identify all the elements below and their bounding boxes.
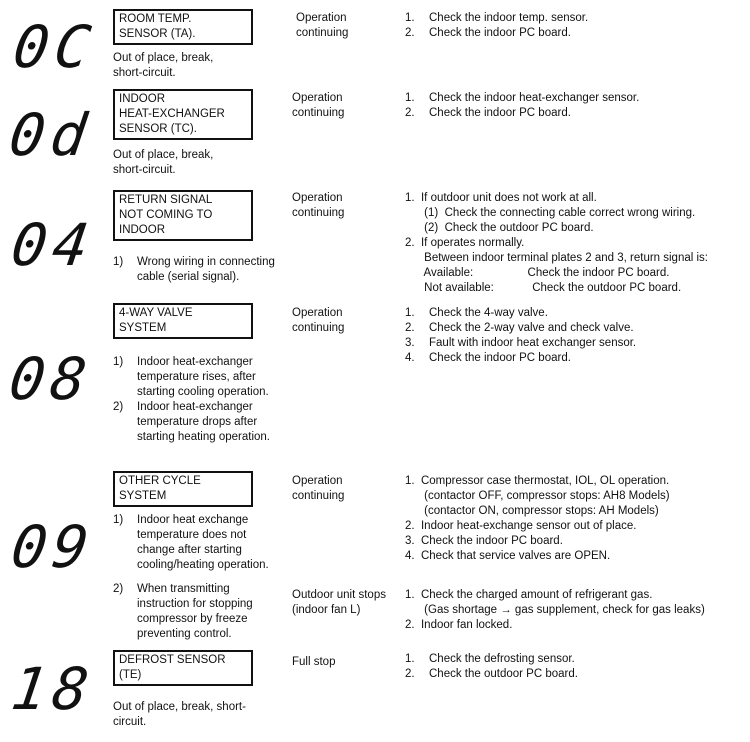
error-code-0d: 0d bbox=[5, 101, 97, 169]
action-text: Check the defrosting sensor. bbox=[429, 653, 575, 665]
action-item bbox=[405, 321, 636, 336]
status-line: Operation bbox=[292, 192, 343, 204]
cause-line: Indoor heat-exchanger bbox=[137, 356, 253, 368]
fault-box-line: RETURN SIGNAL bbox=[119, 194, 213, 206]
error-code-09: 09 bbox=[7, 513, 99, 581]
cause-text bbox=[113, 148, 213, 178]
action-text: Fault with indoor heat exchanger sensor. bbox=[429, 337, 637, 349]
check-actions bbox=[405, 191, 708, 296]
error-code-04: 04 bbox=[7, 211, 99, 279]
fault-box-line: OTHER CYCLE bbox=[119, 475, 201, 487]
cause-number: 1) bbox=[113, 514, 124, 526]
cause-item bbox=[113, 513, 269, 573]
fault-box-line: HEAT-EXCHANGER bbox=[119, 108, 225, 120]
action-line: Available: Check the indoor PC board. bbox=[405, 267, 670, 279]
action-number: 2. bbox=[405, 27, 415, 39]
cause-line: Out of place, break, short- bbox=[113, 701, 246, 713]
cause-line: compressor by freeze bbox=[137, 613, 248, 625]
check-actions bbox=[405, 91, 639, 121]
action-line: (contactor OFF, compressor stops: AH8 Models) bbox=[405, 490, 670, 502]
cause-line: preventing control. bbox=[137, 628, 232, 640]
operation-status bbox=[296, 11, 348, 41]
action-number: 1. bbox=[405, 92, 415, 104]
cause-list bbox=[113, 355, 270, 445]
cause-line: Out of place, break, bbox=[113, 52, 214, 64]
operation-status bbox=[292, 91, 344, 121]
cause-line: Indoor heat-exchanger bbox=[137, 401, 253, 413]
status-line: Outdoor unit stops bbox=[292, 589, 386, 601]
action-item bbox=[405, 336, 636, 351]
cause-number: 2) bbox=[113, 583, 124, 595]
action-item bbox=[405, 667, 578, 682]
action-line: 3. Check the indoor PC board. bbox=[405, 535, 563, 547]
action-line: (Gas shortage → gas supplement, check for gas leaks) bbox=[405, 604, 705, 616]
cause-item bbox=[113, 255, 275, 285]
check-actions bbox=[405, 306, 636, 366]
action-text: Check the indoor PC board. bbox=[429, 107, 571, 119]
action-item bbox=[405, 26, 588, 41]
action-text: Check the indoor PC board. bbox=[429, 352, 571, 364]
fault-box-defrost-sensor bbox=[113, 650, 253, 686]
action-line: Between indoor terminal plates 2 and 3, return signal is: bbox=[405, 252, 708, 264]
cause-line: temperature does not bbox=[137, 529, 247, 541]
action-item bbox=[405, 652, 578, 667]
status-line: Operation bbox=[292, 92, 343, 104]
action-line: (1) Check the connecting cable correct wrong wiring. bbox=[405, 207, 696, 219]
action-line: 1. Compressor case thermostat, IOL, OL operation. bbox=[405, 475, 670, 487]
cause-line: short-circuit. bbox=[113, 67, 176, 79]
action-text: Check the 2-way valve and check valve. bbox=[429, 322, 634, 334]
check-actions bbox=[405, 11, 588, 41]
operation-status bbox=[292, 306, 344, 336]
cause-number: 2) bbox=[113, 401, 124, 413]
status-line: Operation bbox=[292, 307, 343, 319]
operation-status bbox=[292, 474, 344, 504]
action-number: 2. bbox=[405, 668, 415, 680]
cause-line: circuit. bbox=[113, 716, 147, 728]
action-number: 2. bbox=[405, 322, 415, 334]
fault-box-return-signal bbox=[113, 190, 253, 241]
action-item bbox=[405, 106, 639, 121]
status-line: continuing bbox=[296, 27, 349, 39]
action-item bbox=[405, 91, 639, 106]
fault-box-4way-valve bbox=[113, 303, 253, 339]
status-line: continuing bbox=[292, 322, 345, 334]
error-code-08: 08 bbox=[5, 345, 97, 413]
action-item bbox=[405, 306, 636, 321]
action-line: 1. If outdoor unit does not work at all. bbox=[405, 192, 597, 204]
action-line: 2. If operates normally. bbox=[405, 237, 525, 249]
status-line: (indoor fan L) bbox=[292, 604, 361, 616]
cause-line: temperature drops after bbox=[137, 416, 258, 428]
error-code-0c: 0C bbox=[9, 13, 101, 81]
error-code-18: 18 bbox=[7, 655, 99, 723]
action-number: 1. bbox=[405, 12, 415, 24]
cause-line: change after starting bbox=[137, 544, 242, 556]
status-line: Operation bbox=[296, 12, 347, 24]
cause-number: 1) bbox=[113, 256, 124, 268]
action-line: 2. Indoor fan locked. bbox=[405, 619, 513, 631]
fault-box-line: 4-WAY VALVE bbox=[119, 307, 193, 319]
action-text: Check the 4-way valve. bbox=[429, 307, 548, 319]
action-text: Check the indoor PC board. bbox=[429, 27, 571, 39]
cause-text bbox=[113, 51, 213, 81]
cause-item bbox=[113, 400, 270, 445]
fault-box-line: SENSOR (TA). bbox=[119, 28, 196, 40]
status-line: Operation bbox=[292, 475, 343, 487]
cause-line: Indoor heat exchange bbox=[137, 514, 249, 526]
fault-box-line: INDOOR bbox=[119, 93, 165, 105]
action-line: 4. Check that service valves are OPEN. bbox=[405, 550, 611, 562]
fault-box-line: ROOM TEMP. bbox=[119, 13, 192, 25]
check-actions bbox=[405, 588, 705, 633]
action-line: Not available: Check the outdoor PC board. bbox=[405, 282, 682, 294]
fault-box-line: DEFROST SENSOR bbox=[119, 654, 226, 666]
cause-line: Wrong wiring in connecting bbox=[137, 256, 275, 268]
fault-box-line: INDOOR bbox=[119, 224, 165, 236]
cause-item bbox=[113, 355, 270, 400]
cause-line: cable (serial signal). bbox=[137, 271, 240, 283]
action-line: (contactor ON, compressor stops: AH Models) bbox=[405, 505, 659, 517]
fault-box-room-temp-sensor bbox=[113, 9, 253, 45]
action-line: 1. Check the charged amount of refrigerant gas. bbox=[405, 589, 653, 601]
operation-status bbox=[292, 655, 335, 670]
action-line: (2) Check the outdoor PC board. bbox=[405, 222, 594, 234]
cause-item bbox=[113, 582, 253, 642]
status-line: continuing bbox=[292, 107, 345, 119]
status-line: Full stop bbox=[292, 656, 336, 668]
fault-box-line: SENSOR (TC). bbox=[119, 123, 197, 135]
operation-status bbox=[292, 588, 386, 618]
cause-line: starting cooling operation. bbox=[137, 386, 269, 398]
fault-box-indoor-hx-sensor bbox=[113, 89, 253, 140]
fault-box-line: NOT COMING TO bbox=[119, 209, 213, 221]
action-number: 3. bbox=[405, 337, 415, 349]
cause-line: Out of place, break, bbox=[113, 149, 214, 161]
fault-box-line: (TE) bbox=[119, 669, 142, 681]
action-text: Check the indoor temp. sensor. bbox=[429, 12, 589, 24]
action-number: 4. bbox=[405, 352, 415, 364]
action-item bbox=[405, 11, 588, 26]
action-number: 1. bbox=[405, 307, 415, 319]
operation-status bbox=[292, 191, 344, 221]
cause-line: instruction for stopping bbox=[137, 598, 253, 610]
fault-box-other-cycle bbox=[113, 471, 253, 507]
cause-line: starting heating operation. bbox=[137, 431, 270, 443]
status-line: continuing bbox=[292, 490, 345, 502]
cause-number: 1) bbox=[113, 356, 124, 368]
cause-line: temperature rises, after bbox=[137, 371, 256, 383]
fault-box-line: SYSTEM bbox=[119, 322, 167, 334]
action-text: Check the outdoor PC board. bbox=[429, 668, 578, 680]
check-actions bbox=[405, 652, 578, 682]
cause-line: short-circuit. bbox=[113, 164, 176, 176]
status-line: continuing bbox=[292, 207, 345, 219]
action-line: 2. Indoor heat-exchange sensor out of place. bbox=[405, 520, 637, 532]
cause-line: cooling/heating operation. bbox=[137, 559, 269, 571]
cause-line: When transmitting bbox=[137, 583, 230, 595]
cause-text bbox=[113, 700, 246, 730]
action-item bbox=[405, 351, 636, 366]
action-number: 1. bbox=[405, 653, 415, 665]
action-text: Check the indoor heat-exchanger sensor. bbox=[429, 92, 640, 104]
check-actions bbox=[405, 474, 670, 564]
action-number: 2. bbox=[405, 107, 415, 119]
fault-box-line: SYSTEM bbox=[119, 490, 167, 502]
